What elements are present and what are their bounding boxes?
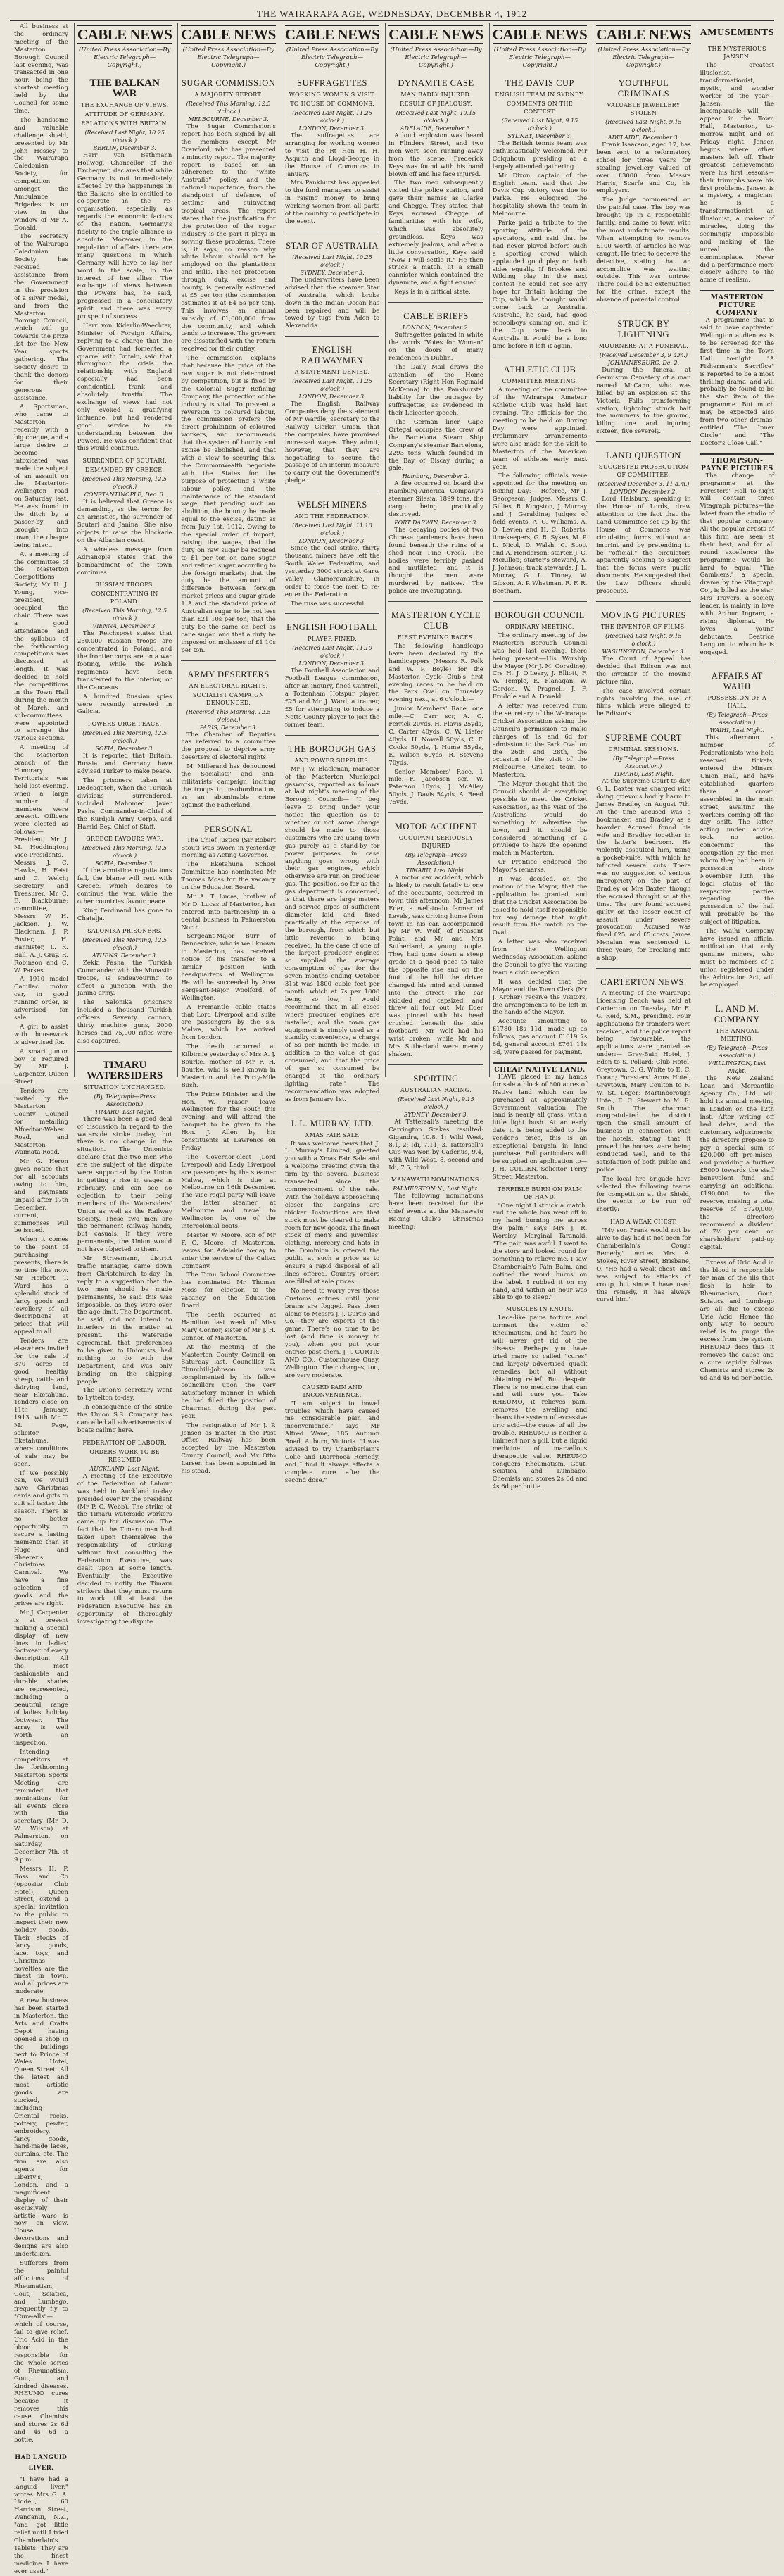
dateline: JOHANNESBURG, De. 2. bbox=[607, 360, 680, 367]
paragraph: "One night I struck a match, and the whole box went off in my hand burning me across the palm," says Mrs J. R. Worsley, Marginal Taranaki. "The pain was awful. I went to the store and looked round for something to relieve me. I saw Chamberlain's Pain Balm, and noticed the word 'burns' on the label. I rubbed it on my hand, and within an hour was able to go to sleep." bbox=[492, 1202, 588, 1302]
section-rule bbox=[596, 601, 690, 602]
cable-news-heading: CABLE NEWS bbox=[492, 26, 588, 43]
paragraph: Herr von Bethmann Hollweg, Chancellor of the Exchequer, declares that while Germany is not immediately affected by the happenings in the Balkans, she is entitled to co-operate in the re-organisation, especially as regards the economic factors of the nation. Germany's fidelity to the triple alliance is absolute. Moreover, in the regulation of affairs there are many questions in which Germany will have to lay her word in the scale, in the interest of her allies. The exchange of views between the Powers has, he said, progressed in a conciliatory spirit, and there was every prospect of success. bbox=[77, 152, 172, 321]
subheading: POWERS URGE PEACE. bbox=[87, 721, 162, 728]
headline: BOROUGH COUNCIL bbox=[494, 610, 585, 620]
subheading: AUSTRALIAN RACING. bbox=[400, 1086, 472, 1093]
dateline: MELBOURNE, December 3. bbox=[188, 116, 269, 122]
paragraph: Tenders are invited by the Masterton County Council for metalling Alfredton-Weber Road, and Masterton-Waimata Road. bbox=[14, 1088, 68, 1157]
paragraph: "I have had a languid liver," writes Mrs G. A. Liddell, 60 Harrison Street, Wanganui, N.Z., "and got little relief until I tried Chamberlain's Tablets. They are the finest medicine I have ever used." bbox=[14, 2475, 68, 2575]
subheading: GREECE FAVOURS WAR. bbox=[86, 836, 163, 843]
paragraph: The Chamber of Deputies has referred to a committee the proposal to deprive army deserters of electoral rights. bbox=[181, 731, 276, 762]
paragraph: No need to worry over those Customs entries until your brains are fogged. Pass them along to Messrs J. J. Curtis and Co.—they are experts at the game. There's no time to be lost (and time is money to you), when you put your entries past them. J. J. CURTIS AND CO., Customhouse Quay, Wellington. Their charges, too, are very moderate. bbox=[284, 1287, 380, 1379]
column-6 bbox=[489, 23, 590, 1491]
subheading: SOCIALIST CAMPAIGN DENOUNCED. bbox=[192, 691, 265, 706]
subheading: RESULT OF JEALOUSY. bbox=[400, 101, 472, 107]
masthead-rule bbox=[10, 20, 774, 21]
paragraph: Mrs Pankhurst has appealed to the fund managers to assist in raising money to bring working women from all parts of the country to participate in the event. bbox=[284, 180, 380, 225]
paragraph: The case involved certain rights involving the use of films, which were alleged to be Edison's. bbox=[596, 687, 691, 718]
dateline: WASHINGTON, December 3. bbox=[602, 648, 685, 655]
paragraph: It was welcome news that J. L. Murray's Limited, greeted you with a Xmas Fair Sale and a welcome greeting given the firm by the several business transacted since the commencement of the sale. With the holidays approaching closer the bargains are thicker. Instructions are that stock must be cleared to make room for new goods. The finest stock of men's and juveniles' clothing, mercery and hats in the Dominion is offered the public at such a price as to ensure a rapid disposal of all lines offered. Country orders are filled at sale prices. bbox=[284, 1140, 380, 1286]
headline: ATHLETIC CLUB bbox=[503, 365, 576, 375]
headline: CABLE BRIEFS bbox=[403, 311, 469, 322]
dateline: LONDON, December 3. bbox=[298, 125, 366, 132]
paragraph: The following nominations have been received for the chief events at the Manawatu Racing Club's Christmas meeting: bbox=[388, 1193, 483, 1231]
subheading: FIRST EVENING RACES. bbox=[397, 634, 475, 641]
paragraph: The English Railway Companies deny the statement of Mr Wardle, secretary to the Railway Clerks' Union, that the companies have promised increased wages. They admit, however, that they are negotiating to secure the passage of an interim measure to carry out the Government's pledge. bbox=[284, 401, 380, 485]
dateline: (Received This Morning, 12.5 o'clock.) bbox=[82, 845, 167, 860]
paragraph: Intending competitors at the forthcoming Masterton Sports Meeting are reminded that nominations for all events close with the secretary (Mr D. W. Wilson) at Palmerston, on Saturday, December 7th, at 9 p.m. bbox=[14, 1749, 68, 1864]
paragraph: Sergeant-Major Burr of Dannevirke, who is well known in Masterton, has received notice of his transfer to a similar position with headquarters at Wellington. He will be succeeded by Area Sergeant-Major Woolford, of Wellington. bbox=[181, 933, 276, 1002]
dateline: (By Telegraph—Press Association.) bbox=[612, 755, 674, 770]
subheading: ATTITUDE OF GERMANY. bbox=[84, 111, 165, 118]
columns bbox=[11, 23, 777, 2575]
paragraph: M. Millerand has denounced the Socialists' and anti-militarists' campaign, inciting the troops to insubordination, as an abominable crime against the Fatherland. bbox=[181, 763, 276, 809]
subheading: THE ANNUAL MEETING. bbox=[715, 1028, 759, 1043]
paragraph: It was decided, on the motion of the Mayor, that the application be granted, and that the Cricket Association be asked to hold itself responsible for any damage that might result from the match on the Oval. bbox=[492, 876, 588, 937]
column-8 bbox=[697, 23, 777, 1382]
paragraph: A motor car accident, which is likely to result fatally to one of the occupants, occurred in town this afternoon. Mr James Eder, a well-to-do farmer of Levels, was driving home from town in his car, accompanied by Mr W. Wolf, of Pleasant Point, and Mr and Mrs Sutherland, a young couple. They had gone down a steep grade at a good pace to take the opposite rise and on the foot of the hill the driver changed his mind and turned into the street. The car skidded and capsized, and threw all four out. Mr Eder was pinned with his head crushed beneath the side footboard. Mr Wolf had his wrist broken, while Mr and Mrs Sutherland were merely shaken. bbox=[388, 874, 483, 1058]
section-rule bbox=[181, 815, 275, 816]
section-rule bbox=[596, 968, 690, 969]
paragraph: The Eketahuna School Committee has nominated Mr Thomas Moss for the vacancy on the Education Board. bbox=[181, 861, 276, 892]
dateline: TIMARU, Last Night. bbox=[405, 867, 467, 874]
section-rule bbox=[596, 441, 690, 442]
subheading: COMMENTS ON THE CONTEST. bbox=[506, 101, 573, 115]
paragraph: The New Zealand Loan and Mercantile Agency Co., Ltd. will hold its annual meeting in London on the 12th inst. After writing off bad debts, and the customary adjustments, the directors propose to pay a special sum of £20,000 off pre-mises, and providing a further £5000 towards the staff benevolent fund and carrying an additional £190,000 to the reserve, making a total reserve of £720,000, the directors recommend a dividend of 7½ per cent. on shareholders' paid-up capital. bbox=[700, 1075, 774, 1252]
paragraph: A smart junior boy is required by Mr J. Carpenter, Queen Street. bbox=[14, 1048, 68, 1086]
dateline: (Received Last Night, 9.15 o'clock.) bbox=[605, 119, 682, 133]
section-rule bbox=[181, 660, 275, 661]
subheading: COMMITTEE MEETING. bbox=[502, 378, 578, 385]
dateline: (Received This Morning, 12.5 o'clock.) bbox=[186, 708, 271, 723]
paragraph: A meeting of the Wairarapa Licensing Bench was held at Carterton on Tuesday, Mr E. G. Reid, S.M., presiding. Four applications for transfers were received, and the police report being favourable, the applications were granted as under:— Grey-Bain Hotel, J. Eden to S. Pollard; Club Hotel, Greytown, C. G. White to E. C. Doran; Foresters' Arms Hotel, Greytown, Mary Coulton to R. W. St. Leger; Martinborough Hotel, E. C. Stewart to M. R. Smith. The chairman congratulated the district upon the small amount of business in connection with the hotels, stating that it proved the houses were being conducted well, and to the satisfaction of both public and police. bbox=[596, 989, 691, 1174]
paragraph: Suffragettes painted in white the words "Votes for Women" on the doors of many residences in Dublin. bbox=[388, 332, 483, 362]
advertisement bbox=[700, 290, 774, 317]
dateline: (Received December 3, 11 a.m.) bbox=[598, 481, 690, 488]
dateline: PORT DARWIN, December 3. bbox=[394, 519, 478, 526]
subheading: CRIMINAL SESSIONS. bbox=[608, 746, 679, 753]
headline: CARTERTON NEWS. bbox=[600, 976, 687, 987]
headline: TIMARU WATERSIDERS bbox=[87, 1059, 163, 1081]
paragraph: Senior Members' Race, 1 mile.—F. Jacobsen scr, W. Paterson 10yds, J. McAlley 50yds, J. Davis 54yds, A. Reed 75yds. bbox=[388, 768, 483, 807]
headline: ARMY DESERTERS bbox=[187, 669, 270, 679]
headline: THE BOROUGH GAS bbox=[288, 743, 377, 754]
subheading: ENGLISH TEAM IN SYDNEY. bbox=[495, 92, 585, 98]
headline: L. AND M. COMPANY bbox=[714, 1004, 760, 1025]
paragraph: The two men subsequently visited the police station, and gave their names as Clarke and Chegge. They stated that Keys accused Chegge of familiarities with his wife, which was absolutely groundless. Keys was extremely jealous, and after a little conversation, Keys said "Now I will settle it." He then struck a match, lit a small cannister which contained the dynamite, and a fight ensued. bbox=[388, 180, 483, 287]
paragraph: At the Supreme Court to-day, G. L. Baxter was charged with doing grievous bodily harm to James Bradley on August 7th. At the time accused was a bookmaker, and Bradley as a boarder. Accused found his wife and Bradley together in the latter's bedroom. He violently assaulted him, using a pocket-knife, with which he inflicted several cuts. There was no suggestion of serious impropriety on the part of Bradley or Mrs Baxter, though the accused thought so at the time. The jury found accused guilty on the lesser count of assault under severe provocation. Accused was fined £25, and £5 costs. James Menalan was sentenced to three years, for breaking into a shop. bbox=[596, 778, 691, 962]
paragraph: Excess of Uric Acid in the blood is responsible for man of the ills that flesh is heir to. Rheumatism, Gout, Sciatica and Lumbago are all due to excess Uric Acid. Hence the only way to secure relief is to purge the excess from the system. RHEUMO does this—it removes the cause and a cure rapidly follows. Chemists and stores 2s 6d and 4s 6d per bottle. bbox=[700, 1259, 774, 1382]
headline: J. L. MURRAY, LTD. bbox=[290, 1118, 374, 1129]
paragraph: King Ferdinand has gone to Chatalja. bbox=[77, 907, 172, 922]
paragraph: The secretary of the Wairarapa Caledonian Society has received assistance from the Government in the provision of a silver medal, and from the Masterton Borough Council, which will go towards the prize list for the New Year sports gathering. The Society desire to thank the donors for their generous assistance. bbox=[14, 233, 68, 402]
paragraph: Parke paid a tribute to the sporting attitude of the spectators, and said that he had never played before such a sporting crowd which applauded good play on both sides equally. If Brookes and Wilding play in the next contest he could not see any hope for Britain holding the Cup, which he thought would come back to Australia. Australia, he said, had good schoolboys coming on, and if the Cup came back to Australia it would be a long time before it left it again. bbox=[492, 220, 588, 350]
dateline: LONDON, December 3. bbox=[298, 660, 366, 667]
dateline: (Received This Morning, 12.5 o'clock.) bbox=[82, 476, 167, 491]
subheading: AND THE FEDERATION. bbox=[294, 513, 370, 520]
dateline: (By Telegraph—Press Association.) bbox=[405, 852, 467, 867]
subheading: MAN BADLY INJURED. bbox=[400, 92, 472, 98]
paragraph: The Football Association and Football League commission, after an inquiry, fined Cantrell, a Tottenham Hotspur player, £25 and Mr. J. Ward, a trainer, £5 for attempting to induce a Notts County player to join the former team. bbox=[284, 667, 380, 729]
column-7 bbox=[593, 23, 693, 1304]
paragraph: The commission explains that because the price of the raw sugar is not determined by competition, but is fixed by the Colonial Sugar Refining Company, the protection of the industry is vital. To prevent a reversion to coloured labour, the commission prefers the direct prohibition of coloured workers, and recommends that the system of bounty and excise be abolished, and that with a view to securing this, the Commonwealth negotiate with the States for the purpose of protecting a white labour policy, and the maintenance of the standard wage; that pending such an abolition, the bounty be made equal to the excise, dating as from July 1st, 1912. Owing to the special order of import, raising the wages, that the duty on raw sugar be reduced to £1 per ton on cane sugar and refined sugar according to the foreign markets; that the duty be the amount of difference between foreign market prices and sugar grade 1 A and the standard price of Australian sugar to be not less than £21 10s per ton; that the duty be the same on beet as cane sugar, and that a duty be imposed on molasses of £1 10s per ton. bbox=[181, 355, 276, 654]
subheading: RELATIONS WITH BRITAIN. bbox=[81, 120, 168, 127]
section-rule bbox=[388, 302, 483, 303]
paragraph: A letter was received from the secretary of the Wairarapa Cricket Association asking the Council's permission to make charges of 1s and 6d for admission to the Park Oval on the 26th and 28th, the occasion of the visit of the Melbourne Cricket team to Masterton. bbox=[492, 703, 588, 779]
paragraph: The ruse was successful. bbox=[290, 600, 366, 608]
dateline: (Received This Morning, 12.5 o'clock.) bbox=[186, 101, 271, 115]
subheading: WORKING WOMEN'S VISIT. bbox=[289, 92, 376, 98]
subheading: PLAYER FINED. bbox=[308, 636, 358, 643]
cable-subheading: (United Press Association—By Electric Telegraph—Copyright.) bbox=[493, 46, 586, 69]
paragraph: Mr J. Carpenter is at present making a special display of new lines in ladies' footwear of every description. All the most fashionable and durable shades are represented, including a beautiful range of ladies' holiday footwear. The array is well worth an inspection. bbox=[14, 1609, 68, 1747]
headline: PERSONAL bbox=[204, 824, 253, 834]
cable-subheading: (United Press Association—By Electric Telegraph—Copyright.) bbox=[286, 46, 379, 69]
paragraph: The handsome and valuable challenge shield, presented by Mr John Hessey to the Wairarapa Caledonian Society, for competition amongst the Ambulance Brigades, is on view in the window of Mr A. Donald. bbox=[14, 116, 68, 232]
subheading: ORDINARY MEETING. bbox=[505, 623, 574, 630]
subheading: THE MYSTERIOUS JANSEN. bbox=[707, 46, 766, 60]
paragraph: The decaying bodies of two Chinese gardeners have been found beneath the ruins of a shed near Pine Creek. The bodies were terribly gashed and mutilated, and it is thought the men were murdered by natives. The police are investigating. bbox=[388, 526, 483, 596]
cable-subheading: (United Press Association—By Electric Telegraph—Copyright.) bbox=[598, 46, 690, 69]
paragraph: At the meeting of the Masterton County Council on Saturday last, Councillor G. Churchill-Johnson was complimented by his fellow councillors upon the very satisfactory manner in which he had filled the position of Chairman during the past year. bbox=[181, 1343, 276, 1420]
dateline: (Received Last Night, 11.25 o'clock.) bbox=[292, 110, 372, 124]
subheading: A STATEMENT DENIED. bbox=[294, 369, 370, 376]
paragraph: The Sugar Commission's report has been signed by all the members except Mr Crawford, who has presented a minority report. The majority report is based on an adherence to the "white Australia" policy, and the national importance, from the standpoint of defence, of settling and cultivating tropical areas. The report states that the justification for the protection of the sugar industry is the part it plays in solving these problems. There is, it says, no reason why white labour should not be employed on the plantations and mills. The net protection through duty, excise and bounty, is generally estimated at £5 per ton (the commission estimates it at £4 5s per ton). This involves an annual subsidy of £1,000,000 from the community, and which tends to increase. The growers are dissatisfied with the return received for their outlay. bbox=[181, 123, 276, 353]
section-rule bbox=[285, 613, 379, 614]
dateline: LONDON, December 3. bbox=[298, 394, 366, 401]
dateline: WELLINGTON, Last Night. bbox=[708, 1060, 766, 1075]
dateline: ADELAIDE, December 3. bbox=[400, 125, 472, 132]
advertisement bbox=[493, 1062, 587, 1181]
headline: MOVING PICTURES bbox=[600, 610, 686, 620]
paragraph: The Salonika prisoners included a thousand Turkish officers. Seventy cannon, thirty machine guns, 2000 horses and 75,000 rifles were also captured. bbox=[77, 999, 172, 1045]
paragraph: The Court of Appeal has decided that Edison was not the inventor of the moving picture film. bbox=[596, 655, 691, 686]
ad-title: THOMPSON-PAYNE PICTURES bbox=[700, 456, 773, 472]
paragraph: Frank Isaacson, aged 17, has been sent to a reformatory school for three years for stealing jewellery valued at over £3000 from Messrs Harris, Scarfe and Co, his employers. bbox=[596, 142, 691, 195]
paragraph: Mr G. Heron gives notice that for all accounts owing to him, and payments unpaid after 17th December, current, summonses will be issued. bbox=[14, 1158, 68, 1235]
dateline: LONDON, December 2. bbox=[609, 489, 678, 496]
dateline: Hamburg, December 2. bbox=[402, 473, 470, 480]
paragraph: Mr A. T. Lucas, brother of Mr D. Lucas of Masterton, has entered into partnership in a dental business in Palmerston North. bbox=[181, 893, 276, 931]
subheading: TO HOUSE OF COMMONS. bbox=[290, 101, 374, 107]
subheading: OCCUPANT SERIOUSLY INJURED bbox=[398, 835, 474, 850]
dateline: SYDNEY, December 3. bbox=[403, 1111, 469, 1118]
paragraph: Mr Dixon, captain of the English team, said that the Davis Cup victory was due to Parke. He eulogised the hospitality shown the team in Melbourne. bbox=[492, 172, 588, 218]
paragraph: The Daily Mail draws the attention of the Home Secretary (Right Hon Reginald McKenna) to the Pankhursts' liability for the outrages by suffragettes, as evidenced in their Leicester speech. bbox=[388, 363, 483, 417]
paragraph: The German liner Cape Ortegal occupies the crew of the Barcelona Steam Ship Company's steamer Barcelona, 2293 tons, which founded in the Bay of Biscay during a gale. bbox=[388, 419, 483, 472]
paragraph: A new business has been started in Masterton, the Arts and Crafts Depot having opened a shop in the buildings next to Prince of Wales Hotel, Queen Street. All the latest and most artistic goods are stocked, including Oriental rocks, pottery, pewter, embroidery, fancy goods, hand-made laces, curtains, etc. The firm are also agents for Liberty's, London, and a magnificent display of their exclusively artistic ware is now on view. House decorations and designs are also undertaken. bbox=[14, 1997, 68, 2258]
dateline: TIMARU, Last Night. bbox=[613, 771, 674, 778]
paragraph: If the armistice negotiations fail, the blame will rest with Greece, which desires to continue the war, while the other countries favour peace. bbox=[77, 867, 172, 906]
section-rule bbox=[493, 601, 587, 602]
dateline: TIMARU, Last Night. bbox=[94, 1108, 155, 1115]
ad-text: HAVE placed in my hands for sale a block of 600 acres of Native land which can be purchased at approximately Government valuation. The land is nearly all grass, with a little light bush. At an early date it is being added to the vendor's price, this is an exceptional bargain in land purchase. Full particulars will be supplied on application to—J. H. CULLEN, Solicitor, Perry Street, Masterton. bbox=[492, 1073, 588, 1181]
paragraph: The Governor-elect (Lord Liverpool) and Lady Liverpool are passengers by the steamer Malwa, which is due at Melbourne on 16th December. The vice-regal party will leave the latter steamer at Melbourne and travel to Wellington by one of the intercolonial boats. bbox=[181, 1153, 276, 1230]
headline: LAND QUESTION bbox=[605, 451, 681, 461]
headline: SUPREME COURT bbox=[605, 733, 682, 743]
paragraph: Keys is in a critical state. bbox=[394, 289, 471, 296]
paragraph: Since the coal strike, thirty thousand miners have left the South Wales Federation, and yesterday 3000 struck at Garw Valley, Glamorganshire, in order to force the men to re-enter the Federation. bbox=[284, 545, 380, 598]
paragraph: The suffragettes are arranging for working women to visit the Rt Hon H. H. Asquith and Lloyd-George in the House of Commons in January. bbox=[284, 132, 380, 178]
subheading: SURRENDER OF SCUTARI. bbox=[82, 458, 167, 465]
paragraph: A meeting of the Masterton branch of the Honorary Territorials was held last evening, when a large number of members were present. Officers were elected as follows:— President, Mr J. M. Hoddington; Vice-Presidents, Messrs J. C. Hawke, H. Feist and C. Welch; Secretary and Treasurer, Mr C. E. Blackburne; committee, Messrs W. H. Jackson, J. W. Blackman, J. P. Foster, H. Bannister, L. R. Ball, A. J. Gray, R. Robinson and C. W. Parkes. bbox=[14, 744, 68, 974]
dateline: CONSTANTINOPLE, Dec. 3. bbox=[84, 491, 165, 498]
headline: MOTOR ACCIDENT bbox=[394, 822, 478, 832]
paragraph: The Judge commented on the painful case. The boy was brought up in a respectable family, and came to town with the most unfortunate results. When attempting to remove £100 worth of articles he was caught. He tried to deceive the detective, stating that an accomplice was waiting outside. This was untrue. There could be no extenuation for the crime, except the absence of parental control. bbox=[596, 196, 691, 304]
advertisement bbox=[700, 453, 774, 472]
dateline: (Received Last Night, 10.15 o'clock.) bbox=[396, 110, 476, 124]
headline: STRUCK BY LIGHTNING bbox=[617, 319, 670, 340]
dateline: SYDNEY, December 3. bbox=[300, 269, 365, 276]
paragraph: The change of programme at the Foresters' Hall to-night will contain three Vitagraph pictures—the latest from the studio of that popular company. All the popular artists of this firm are seen at their best, and for all round excellence the programme would be hard to equal. "The Gamblers," a special drama by the Vitagraph Co., is billed as the star. Mrs Travers, a society leader, is mainly in love with Arthur Ingram, a rising diplomat. He loves a young debutante, Beatrice Langton, to whom he is engaged. bbox=[700, 472, 774, 656]
paragraph: The Union's secretary went to Lyttelton to-day. bbox=[77, 1387, 172, 1402]
section-rule bbox=[700, 1257, 774, 1258]
paragraph: All business at the ordinary meeting of the Masterton Borough Council last evening, was transacted in one hour, being the shortest meeting held by the Council for some time. bbox=[14, 23, 68, 115]
paragraph: A fire occurred on board the Hamburg-America Company's steamer Silesia, 1899 tons, the cargo being practically destroyed. bbox=[388, 480, 483, 518]
paragraph: A loud explosion was heard in Flinders Street, and two men were seen running away from the scene. Frederick Keys was found with his hand blown off and his face injured. bbox=[388, 132, 483, 178]
dateline: BERLIN, December 3. bbox=[93, 145, 156, 151]
cable-news-heading: CABLE NEWS bbox=[596, 26, 691, 43]
subheading: MANAWATU NOMINATIONS. bbox=[391, 1176, 481, 1183]
paragraph: A programme that is said to have captivated Wellington audiences is to be screened for the first time in the Town Hall to-night. "A Fisherman's Sacrifice" is reported to be a most thrilling drama, and will probably be found to be the star item of the programme. But much may be expected also from two other dramas, entitled "The Inner Circle" and "The Doctor's Close Call." bbox=[700, 317, 774, 447]
headline: ENGLISH FOOTBALL bbox=[286, 622, 378, 633]
headline: MASTERTON CYCLE CLUB bbox=[391, 610, 481, 632]
subheading: SITUATION UNCHANGED. bbox=[83, 1083, 166, 1091]
dateline: SOFIA, December 3. bbox=[95, 746, 154, 753]
dateline: (Received Last Night, 11.10 o'clock.) bbox=[292, 645, 372, 660]
headline: STAR OF AUSTRALIA bbox=[286, 240, 379, 251]
paragraph: The Timu School Committee has nominated Mr Thomas Moss for election to the vacancy on the Education Board. bbox=[181, 1271, 276, 1310]
paragraph: Mr J. W. Blackman, manager of the Masterton Municipal gasworks, reported as follows at last night's meeting of the Borough Council:— "I beg leave to bring under your notice the question as to whether or not some change should be made to those customers who are using town gas purely as a stand-by for power purposes, in case anything goes wrong with their gas engines, which otherwise are run on producer gas. The position, so far as the gas department is concerned, is that there are large meters and service pipes of sufficient diameter laid and fixed practically at the expense of the borough, from which but little revenue is being received. In the case of one of the largest producer engines so supplied, the average consumption of gas for the seven months ending October 31st was 1800 cubic feet per month, which at 7s per 1000 being so low, I would recommend that in all cases where producer engines are installed, and the town gas equipment is simply used as a standby convenience, a charge of 5s per month be made, in addition to the value of gas consumed, and that the price of gas so consumed be charged at the ordinary lighting rate." The recommendation was adopted as from January 1st. bbox=[284, 765, 380, 1103]
headline: WELSH MINERS bbox=[297, 500, 367, 510]
dateline: (Received Last Night, 11.10 o'clock.) bbox=[292, 522, 372, 537]
paragraph: There was been a good deal of discussion in regard to the waterside strike to-day, but there is no change in the situation. The Unionists declare that the two men who are the subject of the dispute were supported by the Union in getting a rise in wages in February, and can see no objection to their being members of the Watersiders' Union as well as the Railway Society. These two men are the permanent railway hands, but casuals. If they were permanents, the Union would not have objected to them. bbox=[77, 1115, 172, 1254]
paragraph: Herr von Kiderlin-Waechter, Minister of Foreign Affairs, replying to a charge that the Government had fomented a quarrel with Britain, said that throughout the crisis the relationship with England especially had been confidential, frank, and absolutely trustful. The exchange of views had not only evoked a gratifying influence, but had rendered good service to an understanding between the Powers. He was confident that this would continue. bbox=[77, 322, 172, 453]
section-rule bbox=[388, 812, 483, 813]
dateline: (By Telegraph—Press Association.) bbox=[706, 1045, 768, 1060]
subheading: POSSESSION OF A HALL. bbox=[707, 695, 767, 710]
cable-news-heading: CABLE NEWS bbox=[284, 26, 380, 43]
cable-news-heading: CABLE NEWS bbox=[77, 26, 172, 43]
subheading: FEDERATION OF LABOUR. bbox=[82, 1439, 167, 1446]
paragraph: During the funeral at Germiston Cemetery of a man named McCann, who was killed by an explosion at the Victoria Falls transforming station, lightning struck half the mourners to the ground, killing one and injuring sixteen, five severely. bbox=[596, 367, 691, 436]
subheading: MUSCLES IN KNOTS. bbox=[505, 1306, 574, 1313]
dateline: PARIS, December 3. bbox=[199, 724, 258, 731]
ad-title: MASTERTON PICTURE COMPANY bbox=[710, 294, 764, 318]
paragraph: A Sportsman, who came to Masterton recently with a big cheque, and a large desire to become intoxicated, was made the subject of an assault on the Masterton-Wellington road on Saturday last. He was found in the ditch by a passer-by and brought into town, the cheque being intact. bbox=[14, 403, 68, 549]
paragraph: The Prime Minister and the Hon. W. Fraser leave Wellington for the South this evening, and will attend the banquet to be given to the Hon. J. Allen by his constituents at Lawrence on Friday. bbox=[181, 1091, 276, 1152]
paragraph: The following handicaps have been declared by the handicappers (Messrs R. Polk and W. P. Boyle) for the Masterton Cycle Club's first evening races to be held on the Park Oval on Thursday evening next, at 6 o'clock:— bbox=[388, 643, 483, 704]
paragraph: It was decided that the Mayor and the Town Clerk (Mr J. Archer) receive the visitors, the arrangements to be left in the hands of the Mayor. bbox=[492, 978, 588, 1017]
dateline: (Received This Morning, 12.5 o'clock.) bbox=[82, 730, 167, 745]
paragraph: The ordinary meeting of the Masterton Borough Council was held last evening, there being present:—His Worship the Mayor (Mr J. M. Coradine), Crs H. J. O'Leary, J. Elliott, F. W. Temple, E. Flanagan, W. Gordon, W. Pragnell, J. F. Fruddle and A. Donald. bbox=[492, 632, 588, 701]
section-rule bbox=[388, 1064, 483, 1065]
paragraph: Mr Striesmann, district traffic manager, came down from Christchurch to-day. In reply to a suggestion that the two men should be made permanents, he said this was impossible, as they were over the age limit. The Department, he said, did not intend to interfere in the matter at present. The waterside agreement, that preferences to be given to Unionists, had nothing to do with the Department, and was only binding on the shipping people. bbox=[77, 1255, 172, 1386]
dateline: VIENNA, December 3. bbox=[92, 623, 157, 630]
paragraph: It is reported that Britain, Russia and Germany have advised Turkey to make peace. bbox=[77, 753, 172, 776]
paragraph: The following officials were appointed for the meeting on Boxing Day:— Referee, Mr J. Georgeson; Judges, Messrs C. Gillies, R. Kingston, J. Murray and J. Geraldine; Judges of field events, A. C. Williams, A. O. Levien and H. C. Roberts; timekeepers, G. R. Sykes, M. P. L. Nicol, D. Walsh, C. Scott and A. Henderson; starter, J. C. McKillop; starter's steward, A. J. Johnson; track stewards, J. L. Murray, G. L. Tinney, W. Gibson, A. P. Whatman, R. F. R. Beetham. bbox=[492, 472, 588, 596]
subheading: THE EXCHANGE OF VIEWS. bbox=[80, 102, 169, 108]
paragraph: Accounts amounting to £1780 18s 11d, made up as follows, gas account £1019 7s 8d, general account £761 11s 3d, were passed for payment. bbox=[492, 1018, 588, 1056]
column-3 bbox=[177, 23, 278, 1476]
cable-news-heading: CABLE NEWS bbox=[388, 26, 483, 43]
headline: YOUTHFUL CRIMINALS bbox=[617, 78, 670, 99]
paragraph: The underwriters have been advised that the steamer Star of Australia, which broke down in the Indian Ocean has been repaired and will be towed by tugs from Aden to Alexandria. bbox=[284, 276, 380, 330]
paragraph: Lord Halsbury, speaking in the House of Lords, drew attention to the fact that the Land Committee set up by the House of Commons was circulating forms without an imprint and by pretending to be "official," the circulators apparently seeking to suggest that the forms were public documents. He suggested that the Law Officers should prosecute. bbox=[596, 496, 691, 596]
dateline: (Received This Morning, 12.5 o'clock.) bbox=[82, 608, 167, 622]
paragraph: The Waihi Company have issued an official notification that only genuine miners, who must be members of a union registered under the Arbitration Act, will be employed. bbox=[700, 928, 774, 989]
subheading: SUGGESTED PROSECUTION OF COMMITTEE. bbox=[598, 464, 688, 479]
paragraph: Junior Members' Race, one mile.—C. Carr scr, A. C. Ferrick 20yds, H. Flavis 25yds, C. Carter 40yds, C. W. Liefer 40yds, H. Nowell 50yds, C. F. Cooks 50yds, J. Hume 55yds, E. Wilson 60yds, R. Stevens 70yds. bbox=[388, 705, 483, 767]
section-rule bbox=[388, 601, 483, 602]
paragraph: "I am subject to bowel troubles which have caused me considerable pain and inconvenience," says Mr Alfred Wane, 185 Autumn Road, Auburn, Victoria. "I was advised to try Chamberlain's Colic and Diarrhoea Remedy, and I find it always effects a complete cure after the second dose." bbox=[284, 1400, 380, 1484]
paragraph: The death occurred at Hamilton last week of Miss Mary Connor, sister of Mr J. H. Connor, of Masterton. bbox=[181, 1311, 276, 1342]
paragraph: The Reichspost states that 250,000 Russian troops are concentrated in Poland, and the frontier corps are on a war footing, while the Polish regiments have been transferred to the interior, or the Caucasus. bbox=[77, 630, 172, 691]
masthead: THE WAIRARAPA AGE, WEDNESDAY, DECEMBER 4, 1912 bbox=[256, 8, 528, 19]
headline: AFFAIRS AT WAIHI bbox=[711, 671, 763, 692]
paragraph: A meeting of the Executive of the Federation of Labour was held in Auckland to-day presided over by the president (Mr P. C. Webb). The strike of the Timaru waterside workers came up for discussion. The fact that the Timaru men had taken upon themselves the responsibility of striking without first consulting the Federation Executive, was dealt upon at some length. Eventually the Executive decided to notify the Timaru strikers that they must return to work, till at least the Federation Executive has an opportunity of thoroughly investigating the dispute. bbox=[77, 1472, 172, 1626]
dateline: (Received Last Night, 9.15 o'clock.) bbox=[501, 118, 578, 132]
dateline: (By Telegraph—Press Association.) bbox=[706, 712, 768, 727]
section-heading: AMUSEMENTS bbox=[700, 27, 774, 38]
dateline: (Received Last Night, 11.25 o'clock.) bbox=[292, 378, 372, 393]
paragraph: It is believed that Greece is demanding, as the terms for an armistice, the surrender of Scutari and Janina. She also objects to raise the blockade on the Albanian coast. bbox=[77, 498, 172, 544]
subheading: A MAJORITY REPORT. bbox=[194, 92, 263, 98]
subheading: XMAS FAIR SALE bbox=[305, 1131, 360, 1138]
subheading: THE INVENTOR OF FILMS. bbox=[600, 623, 686, 630]
subheading: SALONIKA PRISONERS. bbox=[87, 927, 163, 934]
cable-subheading: (United Press Association—By Electric Telegraph—Copyright.) bbox=[78, 46, 171, 69]
subheading: HAD A WEAK CHEST. bbox=[610, 1219, 677, 1226]
dateline: SYDNEY, December 3. bbox=[507, 133, 572, 139]
column-2 bbox=[74, 23, 175, 1626]
subheading: RUSSIAN TROOPS. bbox=[95, 582, 155, 589]
subheading: CAUSED PAIN AND INCONVENIENCE. bbox=[302, 1383, 362, 1398]
subheading: AN ELECTORAL RIGHTS. bbox=[189, 682, 268, 689]
column-5 bbox=[385, 23, 486, 1231]
dateline: (Received Last Night, 10.25 o'clock.) bbox=[292, 253, 372, 268]
paragraph: The British tennis team was enthusiastically welcomed. Mr Colquhoun presiding at a largely attended gathering. bbox=[492, 140, 588, 170]
dateline: (By Telegraph—Press Association.) bbox=[94, 1093, 156, 1107]
subheading: DEMANDED BY GREECE. bbox=[85, 467, 165, 474]
paragraph: Sufferers from the painful afflictions of Rheumatism, Gout, Sciatica, and Lumbago, frequently fly to "Cure-alls"—which of course, fail to give relief. Uric Acid in the blood is responsible for the whole series of Rheumatism, Gout, and kindred diseases. RHEUMO cures because it removes this cause. Chemists and stores 2s 6d and 4s 6d a bottle. bbox=[14, 2260, 68, 2444]
dateline: LONDON, December 3. bbox=[298, 538, 366, 545]
section-rule bbox=[285, 336, 379, 337]
headline: SPORTING bbox=[413, 1073, 459, 1083]
dateline: (Received Last Night, 9.15 o'clock.) bbox=[398, 1095, 474, 1110]
paragraph: At a meeting of the committee of the Masterton Competitions Society, Mr H. J. Young, vice-president, occupied the chair. There was a good attendance and the syllabus of the forthcoming competitions was discussed at length. It was decided to hold the competitions in the Town Hall during the month of March, and sub-committees were appointed to arrange the various sections. bbox=[14, 551, 68, 743]
paragraph: A wireless message from Adrianople states that the bombardment of the town continues. bbox=[77, 546, 172, 577]
column-4 bbox=[282, 23, 382, 1484]
paragraph: At Tattersall's meeting the Carrington Stakes resulted: Gigandra, 10.8, 1; Wild West, 8.1, 2; Idi, 7.11, 3. Tattersall's Cup was won by Cadenus, 9.4, with Wild West, 8, second and Idi, 7.5, third. bbox=[388, 1118, 483, 1172]
dateline: ATHENS, December 3. bbox=[91, 952, 158, 959]
paragraph: The Chief Justice (Sir Robert Stout) was sworn in yesterday morning as Acting-Governor. bbox=[181, 836, 276, 860]
headline: ENGLISH RAILWAYMEN bbox=[301, 345, 364, 366]
subheading: VALUABLE JEWELLERY STOLEN bbox=[607, 102, 681, 116]
dateline: (Received December 3, 9 a.m.) bbox=[599, 352, 688, 359]
paragraph: A letter was also received from the Wellington Wednesday Association, asking the Council to give the visiting team a civic reception. bbox=[492, 938, 588, 976]
section-rule bbox=[285, 735, 379, 736]
dateline: PALMERSTON N., Last Night. bbox=[393, 1186, 479, 1193]
headline: SUFFRAGETTES bbox=[297, 78, 367, 88]
dateline: (Received This Morning, 12.5 o'clock.) bbox=[82, 936, 167, 951]
dateline: LONDON, December 2. bbox=[402, 325, 470, 332]
dateline: WAIHI, Last Night. bbox=[709, 727, 765, 734]
paragraph: When it comes to the point of purchasing presents, there is no time like now. Mr Herbert T. Ward has a splendid stock of fancy goods and jewellery of all descriptions at prices that will appeal to all. bbox=[14, 1236, 68, 1336]
paragraph: Master W. Moore, son of Mr F. G. Moore, of Masterton, leaves for Adelaide to-day to enter the service of the Caltex Company. bbox=[181, 1231, 276, 1270]
paragraph: The resignation of Mr J. P. Jensen as master in the Post Office Railway has been accepted by the Masterton County Council, and Mr Otto Larsen has been appointed in his stead. bbox=[181, 1421, 276, 1476]
paragraph: Zekki Pasha, the Turkish Commander with the Monastir troops, is endeavouring to effect a junction with the Janina army. bbox=[77, 959, 172, 998]
dateline: ADELAIDE, December 3. bbox=[607, 134, 680, 141]
cable-subheading: (United Press Association—By Electric Telegraph—Copyright.) bbox=[182, 46, 274, 69]
cable-subheading: (United Press Association—By Electric Telegraph—Copyright.) bbox=[390, 46, 482, 69]
dateline: AUCKLAND, Last Night. bbox=[89, 1465, 160, 1472]
paragraph: "My son Frank would not be alive to-day had it not been for Chamberlain's Cough Remedy," writes Mrs A. Stokes, River Street, Brisbane, Q. "He had a weak chest, and was subject to attacks of croup, but since I have used this remedy, it has always cured him." bbox=[596, 1227, 691, 1304]
headline: DYNAMITE CASE bbox=[398, 78, 474, 88]
subheading: AND POWER SUPPLIES. bbox=[294, 757, 370, 764]
headline: THE BALKAN WAR bbox=[89, 77, 160, 99]
headline: HAD LANGUID LIVER. bbox=[15, 2454, 68, 2472]
section-rule bbox=[77, 1051, 172, 1052]
paragraph: Tenders are elsewhere invited for the sale of 370 acres of good healthy sheep, cattle and dairying land, near Eketahuna. Tenders close on 11th January, 1913, with Mr T. M. Page, solicitor, Eketahuna, where conditions of sale may be seen. bbox=[14, 1338, 68, 1468]
paragraph: A hundred Russian spies were recently arrested in Galicia. bbox=[77, 693, 172, 716]
paragraph: A Fremantle cable states that Lord Liverpool and suite are passengers by the s.s. Malwa, which has arrived from London. bbox=[181, 1003, 276, 1042]
subheading: MOURNERS AT A FUNERAL. bbox=[598, 343, 689, 350]
paragraph: In consequence of the strike the Union S.S. Company has cancelled all advertisements of boats calling here. bbox=[77, 1404, 172, 1434]
headline: THE DAVIS CUP bbox=[505, 78, 574, 88]
column-1 bbox=[11, 23, 71, 2575]
paragraph: Messrs H. P. Ross and Co (opposite Club Hotel), Queen Street, extend a special invitation to the public to inspect their new holiday goods. Their stocks of fancy goods, lace, toys, and Christmas novelties are the finest in town, and all prices are moderate. bbox=[14, 1865, 68, 1996]
paragraph: The local fire brigade have selected the following teams for competition at the Shield, the events to be run off shortly: bbox=[596, 1175, 691, 1214]
paragraph: A 1910 model Cadillac motor car, in good running order, is advertised for sale. bbox=[14, 976, 68, 1022]
paragraph: The Mayor thought that the Council should do everything possible to meet the Cricket Association, as the visit of the Australians would do something to advertise the town, and it should be considered something of a privilege to have the opening match in Masterton. bbox=[492, 781, 588, 857]
dateline: (Received Last Night, 9.15 o'clock.) bbox=[605, 632, 682, 647]
paragraph: Lace-like pains torture and torment the victim of Rheumatism, and he fears he will never get rid of the disease. Perhaps you have tried many so called "cures" and largely advertised quack remedies but all without obtaining relief. But despair. There is no medicine that can and will cure you. Take RHEUMO, it relieves pain, removes the swelling and cleans the system of excessive uric acid—the cause of all the trouble. RHEUMO is neither a liniment nor a pill, but a liquid medicine of marvellous therapeutic value. RHEUMO conquers Rheumatism, Gout, Sciatica and Lumbago. Chemists and stores 2s 6d and 4s 6d per bottle. bbox=[492, 1314, 588, 1491]
paragraph: The death occurred at Kilbirnie yesterday of Mrs A. J. Bourke, mother of Mr F. H. Bourke, who is well known in Masterton and the Forty-Mile Bush. bbox=[181, 1043, 276, 1089]
cable-news-heading: CABLE NEWS bbox=[181, 26, 276, 43]
subheading: ORDERS WORK TO BE RESUMED bbox=[89, 1448, 160, 1463]
dateline: SOFIA, December 3. bbox=[95, 860, 154, 867]
paragraph: A girl to assist with housework is advertised for. bbox=[14, 1023, 68, 1046]
paragraph: The greatest illusionist, transformationist, mystic, and wonder worker of the year—Jansen, the incomparable—will appear in the Town Hall, Masterton, to-morrow night and on Friday night. Jansen begins where other masters left off. Their greatest achievements were his first lessons—their triumphs were his first problems. Jansen is a mystery, a magician, he is a transformationist, an illusionist, a maker of miracles, doing the seemingly impossible and making of the unreal the commonplace. Never did a performance more closely adhere to the acme of realism. bbox=[700, 62, 774, 284]
ad-title: CHEAP NATIVE LAND. bbox=[494, 1065, 586, 1074]
paragraph: This afternoon a number of Federationists who held reserved tickets, entered the Miners' Union Hall, and have established quarters there. A crowd assembled in the main street, awaiting the workers coming off the day shift. The latter, acting under advice, took no action concerning the occupation by the men whom they had been in possession since November 12th. The legal status of the respective parties regarding the possession of the hall will probably be the subject of litigation. bbox=[700, 734, 774, 926]
paragraph: Cr Prentice endorsed the Mayor's remarks. bbox=[492, 859, 588, 874]
paragraph: If we possibly can, we would have Christmas cards and gifts to suit all tastes this season. There is no better opportunity to secure a lasting memento than at Hugo and Sheerer's Christmas Carnival. We have a fine selection of goods and the prices are right. bbox=[14, 1469, 68, 1607]
paragraph: A meeting of the committee of the Wairarapa Amateur Athletic Club was held last evening. The officials for the meeting to be held on Boxing Day were appointed. Preliminary arrangements were also made for the visit to Masterton of the American team of athletes early next year. bbox=[492, 387, 588, 471]
subheading: CONCENTRATING IN POLAND. bbox=[91, 591, 158, 605]
headline: SUGAR COMMISSION bbox=[181, 78, 276, 88]
dateline: (Received Last Night, 10.25 o'clock.) bbox=[84, 130, 165, 144]
paragraph: The prisoners taken at Dedeagatch, when the Turkish divisions surrendered, included Mahomed Javer Pasha, Commander-in-Chief of the Kurdjali Army Corps, and Hamid Bey, Chief of Staff. bbox=[77, 777, 172, 831]
subheading: TERRIBLE BURN ON PALM OF HAND. bbox=[497, 1186, 583, 1200]
